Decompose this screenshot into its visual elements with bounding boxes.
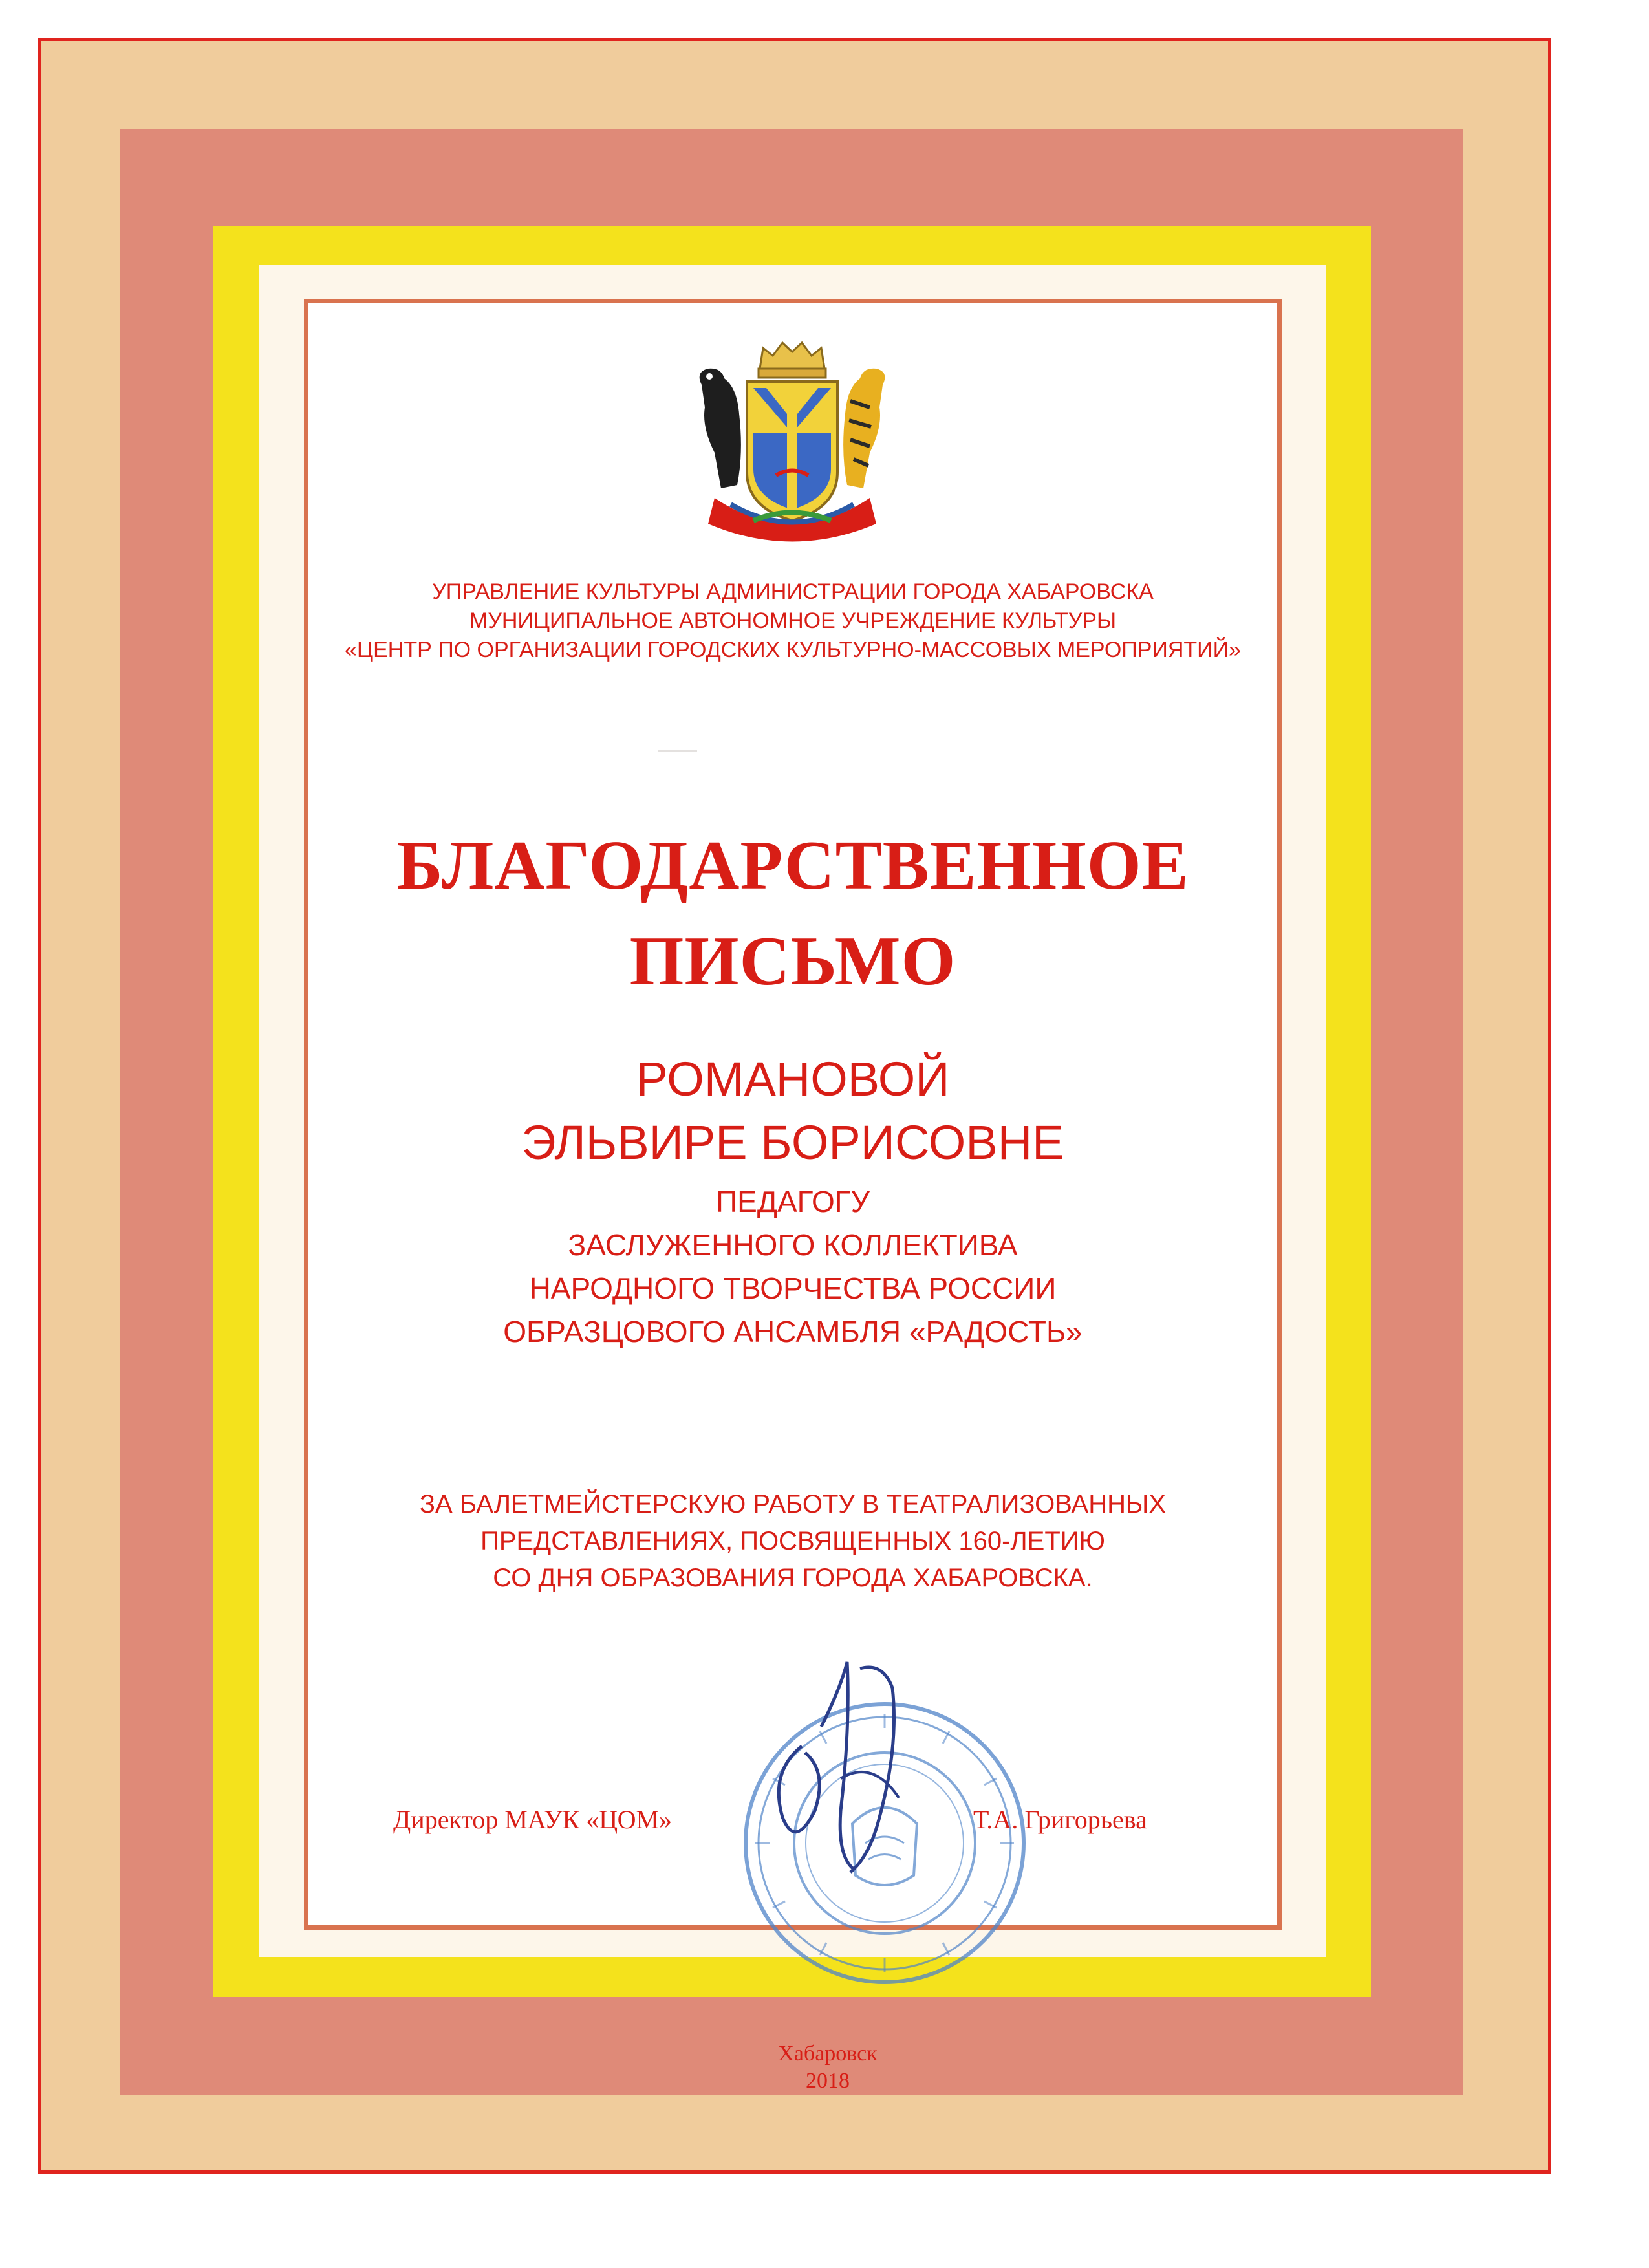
document-title xyxy=(304,818,1282,1010)
organization-line-3: «ЦЕНТР ПО ОРГАНИЗАЦИИ ГОРОДСКИХ КУЛЬТУРНО-МАССОВЫХ МЕРОПРИЯТИЙ» xyxy=(345,638,1241,662)
khabarovsk-coat-of-arms-icon xyxy=(676,336,909,546)
issue-year: 2018 xyxy=(806,2069,850,2093)
recipient-surname: РОМАНОВОЙ xyxy=(636,1052,950,1106)
organization-header xyxy=(304,578,1282,665)
signer-name: Т.А. Григорьева xyxy=(973,1805,1147,1834)
position-line: ОБРАЗЦОВОГО АНСАМБЛЯ «РАДОСТЬ» xyxy=(503,1315,1083,1348)
reason-line: ПРЕДСТАВЛЕНИЯХ, ПОСВЯЩЕННЫХ 160-ЛЕТИЮ xyxy=(480,1527,1105,1555)
title-line-2: ПИСЬМО xyxy=(629,923,956,1000)
signature-position-label: Директор МАУК «ЦОМ» xyxy=(393,1805,673,1834)
organization-line-2: МУНИЦИПАЛЬНОЕ АВТОНОМНОЕ УЧРЕЖДЕНИЕ КУЛЬТУРЫ xyxy=(469,609,1117,633)
title-line-1: БЛАГОДАРСТВЕННОЕ xyxy=(396,827,1189,904)
position-line: НАРОДНОГО ТВОРЧЕСТВА РОССИИ xyxy=(529,1271,1057,1305)
scan-artifact xyxy=(658,750,697,752)
award-reason xyxy=(304,1486,1282,1597)
issue-place-date xyxy=(711,2040,944,2095)
reason-line: СО ДНЯ ОБРАЗОВАНИЯ ГОРОДА ХАБАРОВСКА. xyxy=(493,1564,1093,1592)
organization-line-1: УПРАВЛЕНИЕ КУЛЬТУРЫ АДМИНИСТРАЦИИ ГОРОДА ХАБАРОВСКА xyxy=(432,579,1154,604)
recipient-name xyxy=(304,1048,1282,1174)
position-line: ЗАСЛУЖЕННОГО КОЛЛЕКТИВА xyxy=(568,1228,1018,1262)
reason-line: ЗА БАЛЕТМЕЙСТЕРСКУЮ РАБОТУ В ТЕАТРАЛИЗОВАННЫХ xyxy=(419,1490,1167,1518)
position-line: ПЕДАГОГУ xyxy=(716,1185,870,1218)
handwritten-signature-icon xyxy=(744,1649,957,1888)
recipient-first-patronymic: ЭЛЬВИРЕ БОРИСОВНЕ xyxy=(521,1116,1064,1169)
issue-city: Хабаровск xyxy=(778,2042,878,2066)
recipient-position xyxy=(304,1180,1282,1354)
